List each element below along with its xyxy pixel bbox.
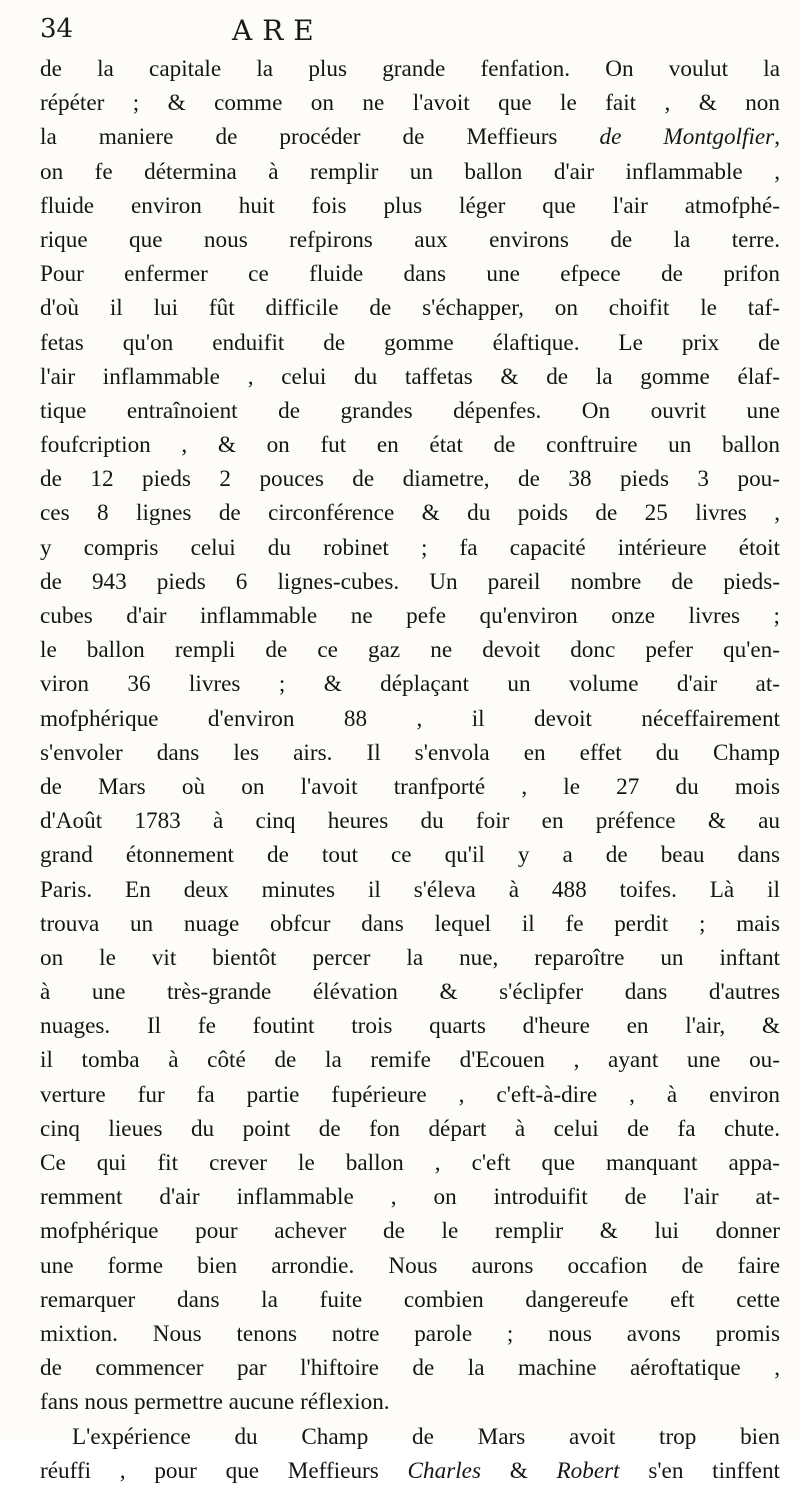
text-line: d'où il lui fût difficile de s'échapper, on choifit le taf-: [40, 295, 780, 322]
text-line: de Mars où on l'avoit tranfporté , le 27 du mois: [40, 773, 780, 800]
text-line: Paris. En deux minutes il s'éleva à 488 toifes. Là il: [40, 876, 780, 903]
text-line: le ballon rempli de ce gaz ne devoit donc pefer qu'en-: [40, 637, 780, 664]
text-line: foufcription , & on fut en état de conftruire un ballon: [40, 432, 780, 459]
text-line: fans nous permettre aucune réflexion.: [40, 1389, 390, 1416]
text-segment: s'en tinffent: [619, 1457, 780, 1484]
text-line: remarquer dans la fuite combien dangereufe eft cette: [40, 1286, 780, 1313]
text-line: [40, 1454, 780, 1488]
text-line: cubes d'air inflammable ne pefe qu'environ onze livres ;: [40, 603, 780, 629]
text-segment: &: [480, 1457, 557, 1484]
text-line: mofphérique pour achever de le remplir & lui donner: [40, 1218, 780, 1245]
text-line: rique que nous refpirons aux environs de la terre.: [40, 226, 780, 253]
text-line: verture fur fa partie fupérieure , c'eft-à-dire , à environ: [40, 1081, 780, 1108]
page-header: [40, 14, 760, 54]
text-segment: la maniere de procéder de Meffieurs: [40, 124, 600, 151]
italic-name-montgolfier: de Montgolfier: [599, 124, 775, 151]
text-line: une forme bien arrondie. Nous aurons occafion de faire: [40, 1252, 780, 1279]
text-line: on le vit bientôt percer la nue, reparoître un inftant: [40, 944, 780, 971]
text-line: tique entraînoient de grandes dépenfes. On ouvrit une: [40, 397, 780, 424]
text-line: mofphérique d'environ 88 , il devoit néceffairement: [40, 705, 780, 732]
text-line: Ce qui fit crever le ballon , c'eft que manquant appa-: [40, 1150, 780, 1176]
text-line: remment d'air inflammable , on introduifit de l'air at-: [40, 1184, 780, 1211]
text-line: on fe détermina à remplir un ballon d'air inflammable ,: [40, 158, 780, 185]
text-line: il tomba à côté de la remife d'Ecouen , ayant une ou-: [40, 1047, 780, 1074]
text-line: de commencer par l'hiftoire de la machine aéroftatique ,: [40, 1355, 780, 1382]
text-line: L'expérience du Champ de Mars avoit trop bien: [72, 1423, 780, 1450]
text-line: s'envoler dans les airs. Il s'envola en effet du Champ: [40, 739, 780, 766]
text-line: fetas qu'on enduifit de gomme élaftique. Le prix de: [40, 329, 780, 356]
text-line: mixtion. Nous tenons notre parole ; nous avons promis: [40, 1320, 780, 1347]
body-text: [40, 52, 780, 1488]
italic-name-robert: Robert: [556, 1457, 620, 1484]
text-line: d'Août 1783 à cinq heures du foir en préfence & au: [40, 808, 780, 835]
text-line: viron 36 livres ; & déplaçant un volume d'air at-: [40, 671, 780, 698]
text-line: ces 8 lignes de circonférence & du poids de 25 livres ,: [40, 500, 780, 527]
text-line: y compris celui du robinet ; fa capacité intérieure étoit: [40, 534, 780, 561]
text-line: grand étonnement de tout ce qu'il y a de beau dans: [40, 842, 780, 869]
text-line: cinq lieues du point de fon départ à celui de fa chute.: [40, 1115, 780, 1142]
text-line: de la capitale la plus grande fenfation. On voulut la: [40, 56, 780, 82]
text-line: répéter ; & comme on ne l'avoit que le fait , & non: [40, 90, 780, 117]
text-line: trouva un nuage obfcur dans lequel il fe perdit ; mais: [40, 910, 780, 937]
text-segment: ,: [774, 124, 780, 151]
italic-name-charles: Charles: [407, 1457, 481, 1484]
page-number: 34: [40, 14, 74, 44]
text-line: nuages. Il fe foutint trois quarts d'heure en l'air, &: [40, 1013, 780, 1040]
text-line: [40, 120, 780, 154]
text-line: à une très-grande élévation & s'éclipfer dans d'autres: [40, 979, 780, 1006]
text-line: l'air inflammable , celui du taffetas & de la gomme élaf-: [40, 363, 780, 390]
text-segment: réuffi , pour que Meffieurs: [40, 1457, 408, 1484]
running-head: ARE: [232, 14, 324, 47]
text-line: de 943 pieds 6 lignes-cubes. Un pareil nombre de pieds-: [40, 568, 780, 595]
text-line: Pour enfermer ce fluide dans une efpece de prifon: [40, 261, 780, 288]
text-line: fluide environ huit fois plus léger que l'air atmofphé-: [40, 192, 780, 219]
text-line: de 12 pieds 2 pouces de diametre, de 38 pieds 3 pou-: [40, 466, 780, 493]
